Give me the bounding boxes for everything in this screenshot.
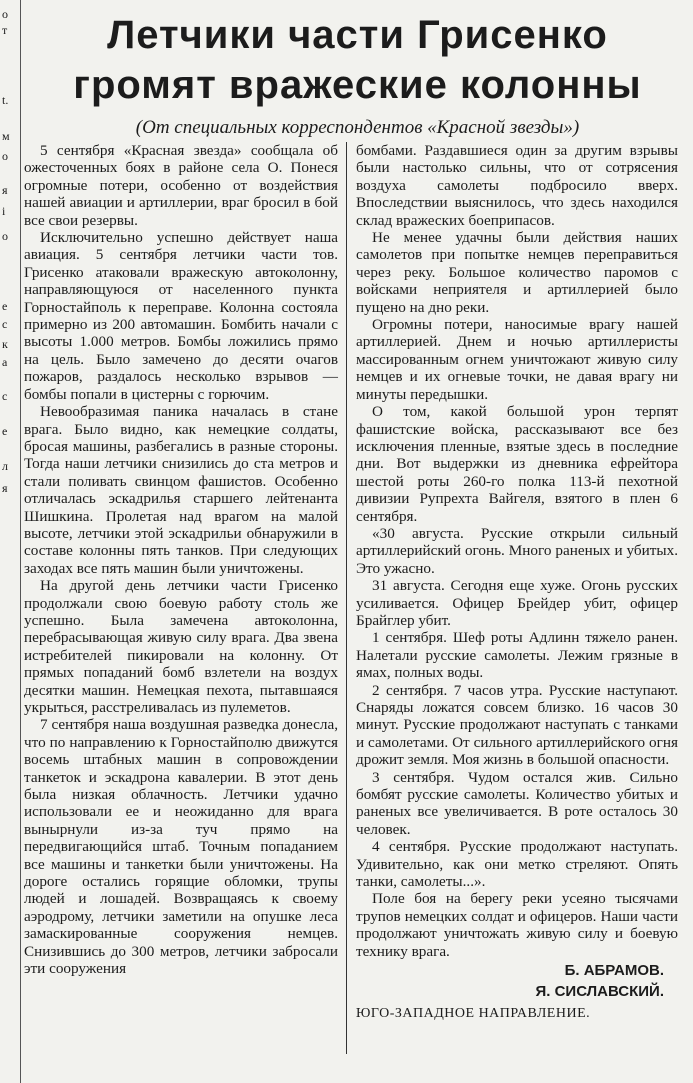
paragraph: бомбами. Раздавшиеся один за другим взрывы были настолько сильны, что от сотрясения воздуха самолеты подбросило вверх. Впоследствии выяснилось, что здесь находился склад вражеских боеприпасов. — [356, 142, 678, 229]
edge-fragment: л — [2, 459, 8, 473]
diary-entry: «30 августа. Русские открыли сильный артиллерийский огонь. Много раненых и убитых. Это ужасно. — [356, 524, 678, 577]
signature-sislavsky: Я. СИСЛАВСКИЙ. — [535, 983, 664, 1001]
paragraph: Невообразимая паника началась в стане врага. Было видно, как немецкие солдаты, бросая машины, разбегались в разные стороны. Тогда наши летчики снизились до ста метров и стали поливать свинцом фашистов. Особенно отличалась эскадрилья старшего лейтенанта Шишкина. Пролетая над врагом на малой высоте, летчики этой эскадрильи обнаружили в составе колонны пять танков. При следующих заходах все пять машин были уничтожены. — [24, 403, 338, 577]
byline: (От специальных корреспондентов «Красной звезды») — [135, 117, 580, 138]
edge-fragment: t. — [2, 93, 9, 107]
paragraph: Поле боя на берегу реки усеяно тысячами трупов немецких солдат и офицеров. Наши части продолжают уничтожать живую силу и боевую технику врага. — [356, 890, 678, 960]
article-header — [22, 10, 693, 140]
edge-fragment: с — [2, 317, 8, 331]
edge-fragment: к — [2, 337, 8, 351]
paragraph: Исключительно успешно действует наша авиация. 5 сентября летчики части тов. Грисенко атаковали вражескую автоколонну, направляющуюся от населенного пункта Горностайполь к переправе. Колонна состояла примерно из 200 автомашин. Бомбить начали с высоты 1.000 метров. Бомбы ложились прямо на цель. Было замечено до десяти очагов пожаров, раздалось несколько взрывов — бомбы попали в цистерны с горючим. — [24, 229, 338, 403]
edge-fragment: о — [2, 149, 8, 163]
edge-fragment: і — [2, 204, 6, 218]
paragraph: 7 сентября наша воздушная разведка донесла, что по направлению к Горностайполю движутся восемь штабных машин в сопровождении танкеток и эскадрона кавалерии. В этот день была низкая облачность. Летчики удачно использовали ее и неожиданно для врага вынырнули из-за туч прямо на передвигающийся штаб. Точным попаданием все машины и танкетки были уничтожены. На дороге остались горящие обломки, трупы людей и лошадей. Возвращаясь к своему аэродрому, летчики заметили на опушке леса замаскированные сооружения немцев. Снизившись до 300 метров, летчики забросали эти сооружения — [24, 716, 338, 978]
edge-fragment: е — [2, 299, 8, 313]
edge-fragment: а — [2, 355, 8, 369]
paragraph: Огромны потери, наносимые врагу нашей артиллерией. Днем и ночью артиллеристы массированным огнем уничтожают живую силу немцев и их огневые точки, не давая врагу ни минуты передышки. — [356, 316, 678, 403]
headline-line-2: громят вражеские колонны — [73, 63, 642, 107]
edge-fragment: т — [2, 23, 8, 37]
edge-fragment: о — [2, 229, 8, 243]
left-margin-fragments — [0, 0, 21, 1083]
diary-entry: 4 сентября. Русские продолжают наступать. Удивительно, как они метко стреляют. Опять танки, самолеты...». — [356, 838, 678, 891]
dateline-direction: ЮГО-ЗАПАДНОЕ НАПРАВЛЕНИЕ. — [356, 1006, 591, 1022]
right-column — [356, 142, 678, 1024]
edge-fragment: о — [2, 7, 8, 21]
edge-fragment: я — [2, 183, 8, 197]
paragraph: Не менее удачны были действия наших самолетов при попытке немцев переправиться через реку. Большое количество паромов с войсками неприятеля и артиллерией было пущено на дно реки. — [356, 229, 678, 316]
diary-entry: 2 сентября. 7 часов утра. Русские наступают. Снаряды ложатся совсем близко. 16 часов 30 минут. Русские продолжают наступать с танками и самолетами. От сильного артиллерийского огня дрожит земля. Моя жизнь в большой опасности. — [356, 681, 678, 769]
paragraph: 5 сентября «Красная звезда» сообщала об ожесточенных боях в районе села О. Понеся огромные потери, особенно от воздействия нашей авиации и артиллерии, враг бросил в бой все свои резервы. — [24, 142, 338, 229]
column-divider — [346, 142, 347, 1054]
left-column — [24, 142, 338, 978]
paragraph: На другой день летчики части Грисенко продолжали свою боевую работу столь же успешно. Была замечена автоколонна, перебрасывающая живую силу врага. Два звена истребителей пикировали на колонну. От прямых попаданий бомб взлетели на воздух десятки машин. Немецкая пехота, пытавшаяся укрыться, расстреливалась из пулеметов. — [24, 577, 338, 716]
edge-fragment: с — [2, 389, 8, 403]
diary-entry: 3 сентября. Чудом остался жив. Сильно бомбят русские самолеты. Количество убитых и раненых все увеличивается. В роте осталось 30 человек. — [356, 768, 678, 838]
diary-entry: 31 августа. Сегодня еще хуже. Огонь русских усиливается. Офицер Брейдер убит, офицер Брайглер убит. — [356, 577, 678, 629]
paragraph: О том, какой большой урон терпят фашистские войска, рассказывают все без исключения пленные, взятые здесь в последние дни. Вот выдержки из дневника ефрейтора шестой роты 260-го полка 113-й пехотной дивизии Рупрехта Вайгеля, взятого в плен 6 сентября. — [356, 403, 678, 525]
diary-entry: 1 сентября. Шеф роты Адлинн тяжело ранен. Налетали русские самолеты. Лежим грязные в ямах, полных воды. — [356, 629, 678, 682]
edge-fragment: я — [2, 481, 8, 495]
edge-fragment: е — [2, 424, 8, 438]
edge-fragment: м — [2, 129, 10, 143]
headline-line-1: Летчики части Грисенко — [107, 13, 608, 57]
signature-abramov: Б. АБРАМОВ. — [564, 962, 664, 980]
